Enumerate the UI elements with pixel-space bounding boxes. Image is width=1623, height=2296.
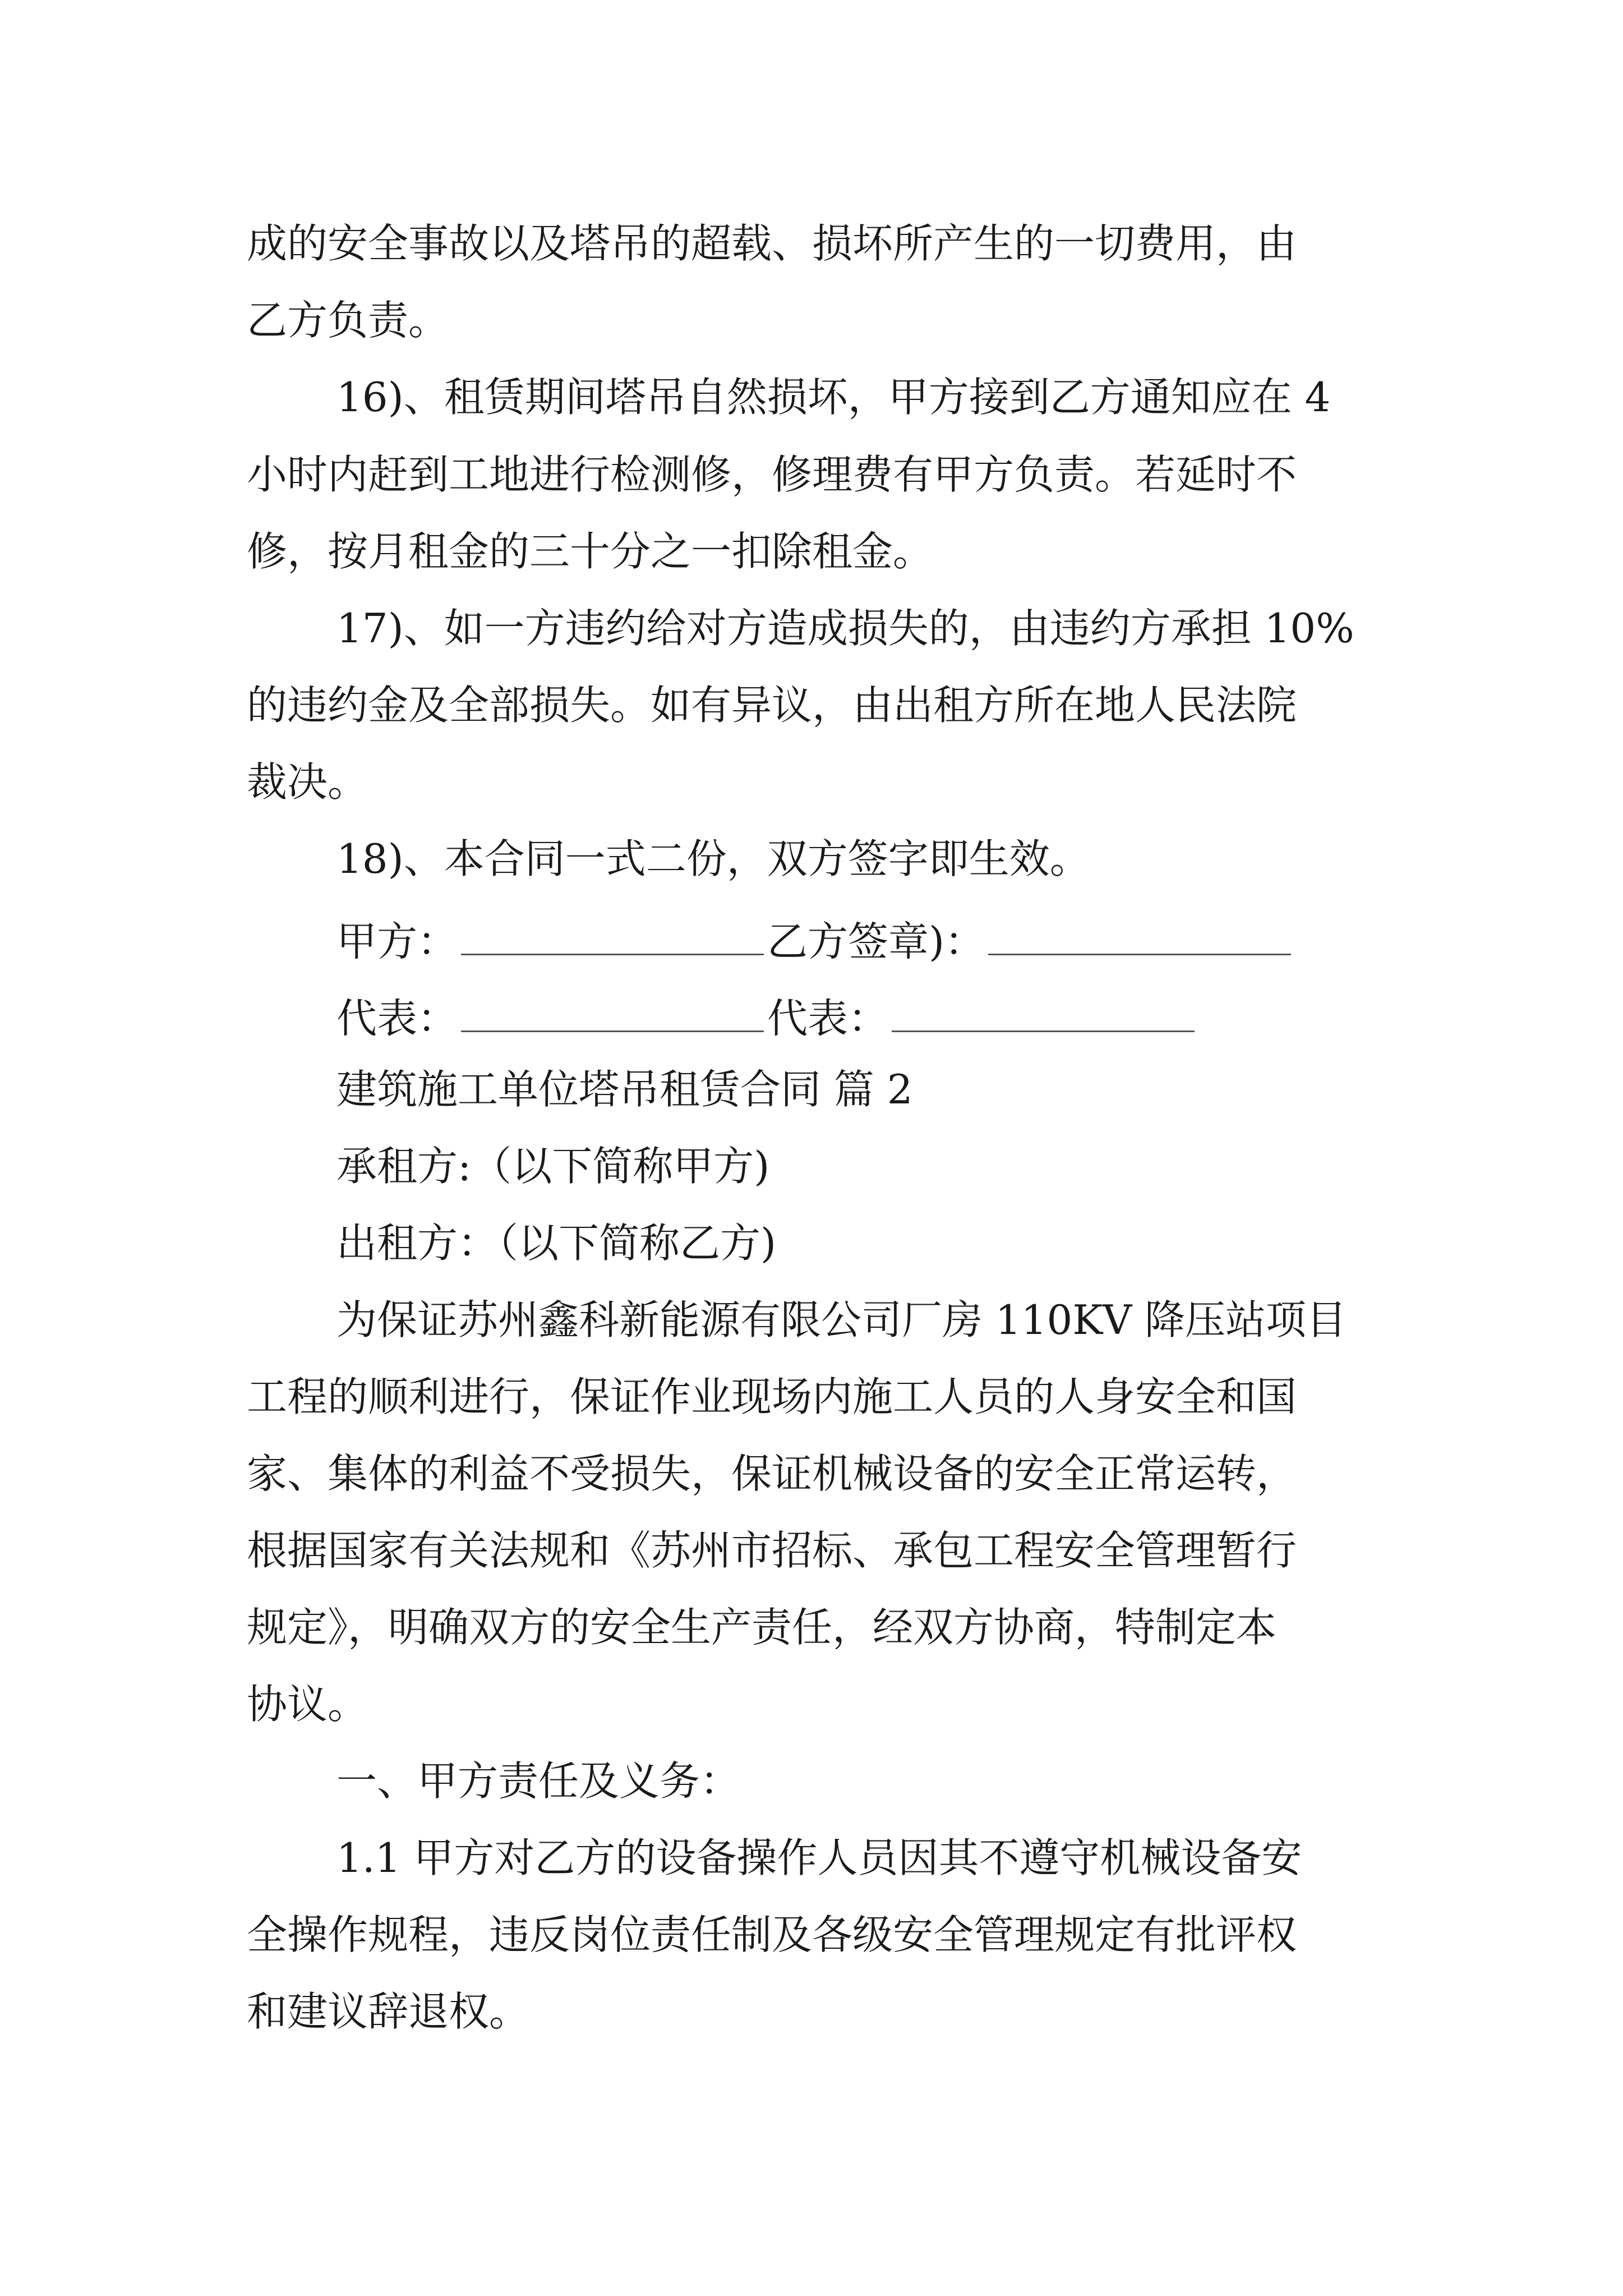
paragraph-line: 协议。 [247, 1681, 368, 1728]
paragraph-line: 全操作规程，违反岗位责任制及各级安全管理规定有批评权 [247, 1911, 1297, 1958]
paragraph-line: 18)、本合同一式二份，双方签字即生效。 [336, 835, 1090, 882]
signature-line-parties [336, 915, 1294, 965]
signature-line-representatives [336, 992, 1198, 1042]
paragraph-line: 小时内赶到工地进行检测修，修理费有甲方负责。若延时不 [247, 451, 1297, 498]
paragraph-line: 根据国家有关法规和《苏州市招标、承包工程安全管理暂行 [247, 1527, 1297, 1574]
party-b-label: 乙方签章)： [767, 918, 985, 965]
party-b-blank [988, 915, 1291, 955]
paragraph-line: 乙方负责。 [247, 297, 449, 344]
party-a-blank [461, 915, 764, 955]
paragraph-line: 为保证苏州鑫科新能源有限公司厂房 110KV 降压站项目 [336, 1296, 1347, 1343]
paragraph-line: 和建议辞退权。 [247, 1988, 530, 2035]
paragraph-line: 的违约金及全部损失。如有异议，由出租方所在地人民法院 [247, 682, 1297, 729]
lessee-line: 承租方:（以下简称甲方) [336, 1143, 770, 1190]
paragraph-line: 16)、租赁期间塔吊自然损坏，甲方接到乙方通知应在 4 [336, 374, 1331, 421]
paragraph-line: 成的安全事故以及塔吊的超载、损坏所产生的一切费用，由 [247, 220, 1297, 267]
section-title: 建筑施工单位塔吊租赁合同 篇 2 [336, 1066, 913, 1113]
paragraph-line: 工程的顺利进行，保证作业现场内施工人员的人身安全和国 [247, 1373, 1297, 1420]
rep-b-label: 代表： [767, 995, 889, 1042]
section-heading: 一、甲方责任及义务： [336, 1757, 741, 1805]
paragraph-line: 修，按月租金的三十分之一扣除租金。 [247, 528, 934, 575]
paragraph-line: 规定》，明确双方的安全生产责任，经双方协商，特制定本 [247, 1604, 1277, 1651]
lessor-line: 出租方：（以下简称乙方) [336, 1220, 777, 1267]
paragraph-line: 17)、如一方违约给对方造成损失的，由违约方承担 10% [336, 605, 1354, 652]
paragraph-line: 1.1 甲方对乙方的设备操作人员因其不遵守机械设备安 [336, 1834, 1302, 1881]
party-a-label: 甲方： [336, 918, 458, 965]
rep-a-blank [461, 992, 764, 1032]
rep-b-blank [892, 992, 1195, 1032]
paragraph-line: 家、集体的利益不受损失，保证机械设备的安全正常运转， [247, 1450, 1297, 1497]
paragraph-line: 裁决。 [247, 758, 368, 806]
rep-a-label: 代表： [336, 995, 458, 1042]
